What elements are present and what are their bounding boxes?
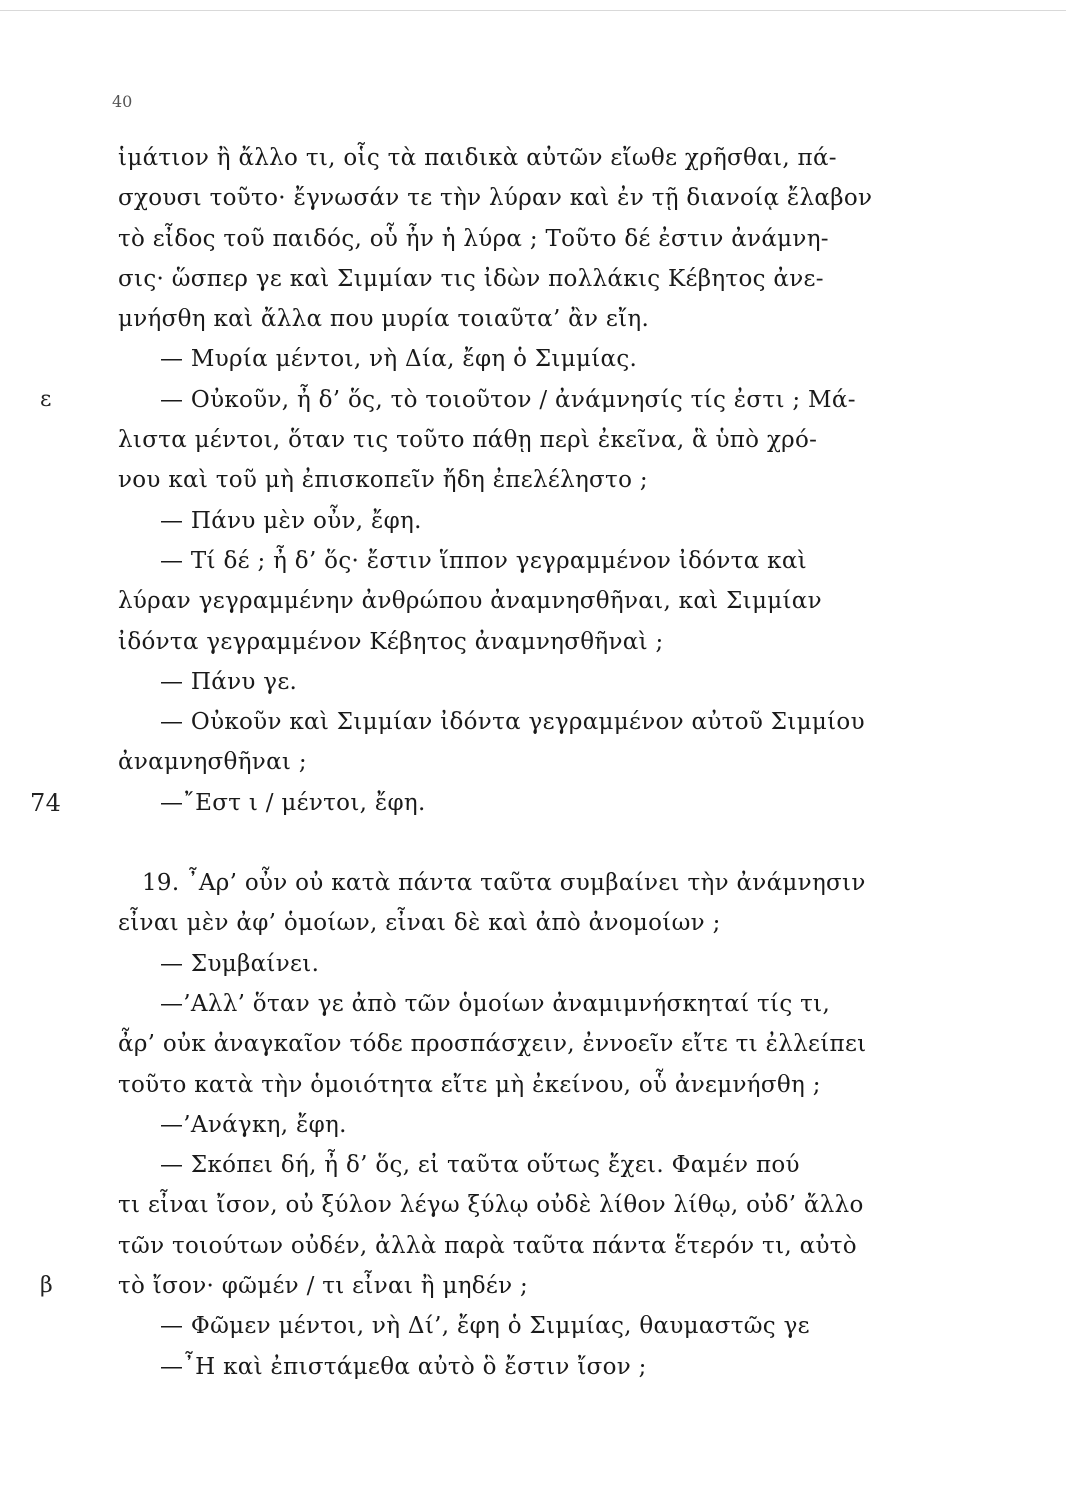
text-line: σχουσι τοῦτο· ἔγνωσάν τε τὴν λύραν καὶ ἐν τῇ διανοίᾳ ἔλαβον <box>118 185 873 212</box>
text-line: —’Ανάγκη, ἔφη. <box>160 1111 347 1138</box>
text-line: — Πάνυ γε. <box>160 668 298 695</box>
page-number: 40 <box>112 92 133 111</box>
text-line: — Πάνυ μὲν οὖν, ἔφη. <box>160 507 422 534</box>
text-body <box>30 138 958 1387</box>
text-line: τι εἶναι ἴσον, οὐ ξύλον λέγω ξύλῳ οὐδὲ λίθον λίθῳ, οὐδ’ ἄλλο <box>118 1192 864 1219</box>
text-line: τῶν τοιούτων οὐδέν, ἀλλὰ παρὰ ταῦτα πάντα ἕτερόν τι, αὐτὸ <box>118 1232 857 1259</box>
text-line: 19. ῏Αρ’ οὖν οὐ κατὰ πάντα ταῦτα συμβαίνει τὴν ἀνάμνησιν <box>142 870 866 897</box>
text-line: ἱμάτιον ἢ ἄλλο τι, οἷς τὰ παιδικὰ αὐτῶν εἴωθε χρῆσθαι, πά- <box>118 145 837 171</box>
text-line: μνήσθη καὶ ἄλλα που μυρία τοιαῦτα’ ἂν εἴη. <box>118 306 650 333</box>
text-line: λιστα μέντοι, ὅταν τις τοῦτο πάθῃ περὶ ἐκεῖνα, ἃ ὑπὸ χρό- <box>118 427 818 454</box>
text-line: τοῦτο κατὰ τὴν ὁμοιότητα εἴτε μὴ ἐκείνου, οὗ ἀνεμνήσθη ; <box>118 1071 821 1098</box>
text-line: —’Αλλ’ ὅταν γε ἀπὸ τῶν ὁμοίων ἀναμιμνήσκηταί τίς τι, <box>160 990 831 1017</box>
text-line <box>40 380 958 420</box>
text-line-content: τὸ ἴσον· φῶμέν / τι εἶναι ἢ μηδέν ; <box>118 1273 529 1300</box>
text-line: σις· ὥσπερ γε καὶ Σιμμίαν τις ἰδὼν πολλάκις Κέβητος ἀνε- <box>118 265 824 292</box>
margin-stephanus-number: 74 <box>30 788 62 817</box>
text-line: ἀναμνησθῆναι ; <box>118 749 307 776</box>
margin-epsilon: ε <box>40 386 52 412</box>
text-line: νου καὶ τοῦ μὴ ἐπισκοπεῖν ἤδη ἐπελέληστο ; <box>118 467 648 494</box>
text-line: — Μυρία μέντοι, νὴ Δία, ἔφη ὁ Σιμμίας. <box>160 346 638 373</box>
text-line: ἰδόντα γεγραμμένον Κέβητος ἀναμνησθῆναὶ ; <box>118 628 664 655</box>
text-line: τὸ εἶδος τοῦ παιδός, οὗ ἦν ἡ λύρα ; Τοῦτο δέ ἐστιν ἀνάμνη- <box>118 225 829 252</box>
text-line: λύραν γεγραμμένην ἀνθρώπου ἀναμνησθῆναι, καὶ Σιμμίαν <box>118 588 822 615</box>
text-line: ἆρ’ οὐκ ἀναγκαῖον τόδε προσπάσχειν, ἐννοεῖν εἴτε τι ἐλλείπει <box>118 1031 867 1058</box>
text-line: — Τί δέ ; ἦ δ’ ὅς· ἔστιν ἵππον γεγραμμένον ἰδόντα καὶ <box>160 547 807 574</box>
text-line: εἶναι μὲν ἀφ’ ὁμοίων, εἶναι δὲ καὶ ἀπὸ ἀνομοίων ; <box>118 910 721 937</box>
paragraph-gap <box>118 823 958 863</box>
text-line: — Φῶμεν μέντοι, νὴ Δί’, ἔφη ὁ Σιμμίας, θαυμαστῶς γε <box>160 1313 810 1340</box>
margin-beta: β <box>40 1273 54 1299</box>
text-line: — Οὐκοῦν καὶ Σιμμίαν ἰδόντα γεγραμμένον αὐτοῦ Σιμμίου <box>160 709 865 736</box>
top-rule <box>0 10 1066 11</box>
text-line: — Σκόπει δή, ἦ δ’ ὅς, εἰ ταῦτα οὕτως ἔχει. Φαμέν πού <box>160 1152 800 1179</box>
text-line-content: —῎Εστ ι / μέντοι, ἔφη. <box>160 789 426 816</box>
text-line-content: — Οὐκοῦν, ἦ δ’ ὅς, τὸ τοιοῦτον / ἀνάμνησίς τίς ἐστι ; Μά- <box>160 386 856 413</box>
text-line <box>30 783 958 823</box>
text-line: —῏Η καὶ ἐπιστάμεθα αὐτὸ ὃ ἔστιν ἴσον ; <box>160 1353 647 1380</box>
text-line: — Συμβαίνει. <box>160 950 320 977</box>
text-line <box>40 1266 958 1306</box>
